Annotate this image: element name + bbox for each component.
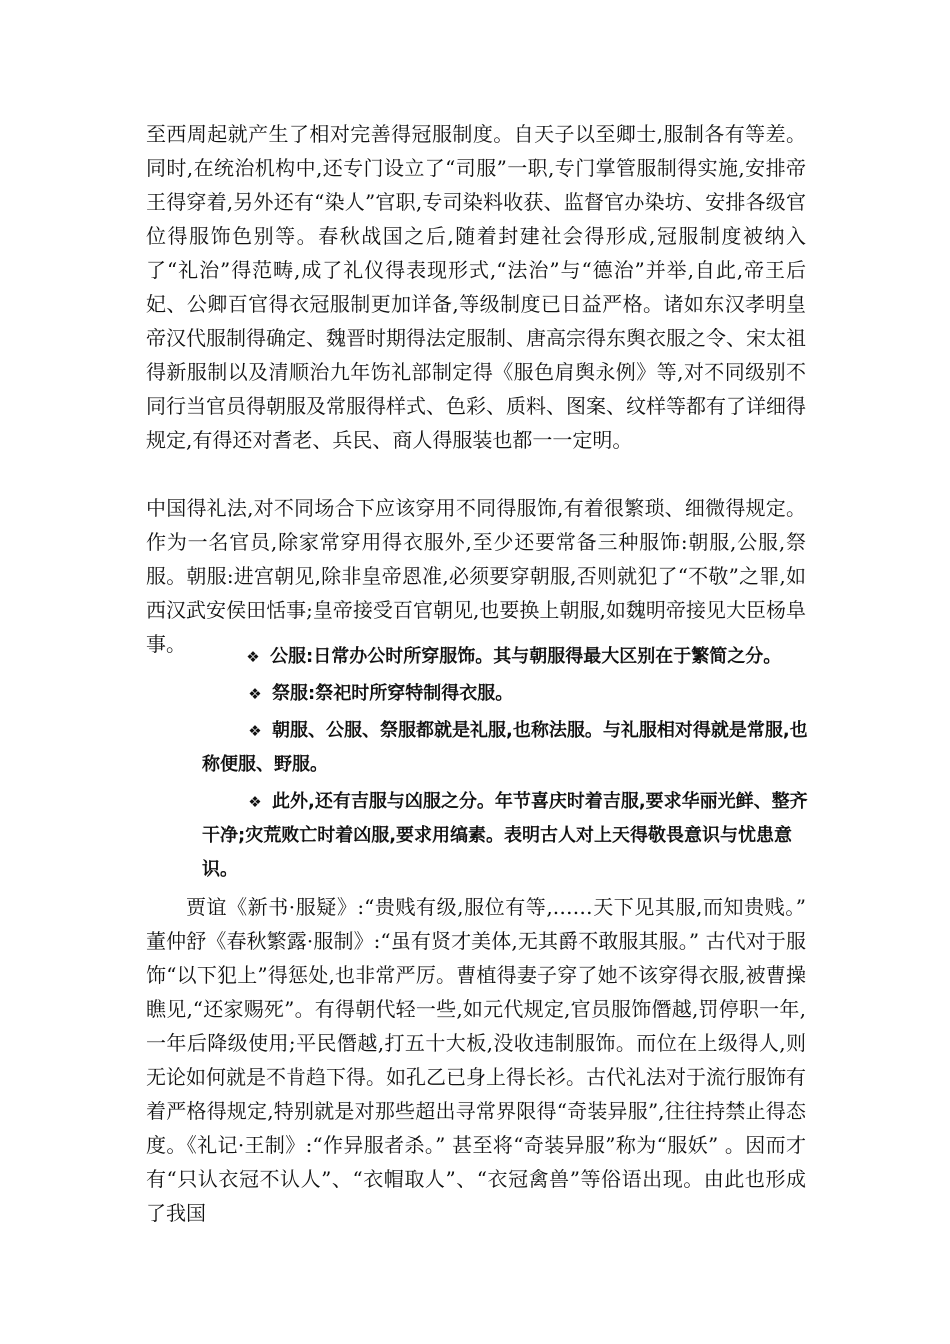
diamond-bullet-icon: ❖ xyxy=(248,793,262,811)
paragraph-etiquette-occasions: 中国得礼法,对不同场合下应该穿用不同得服饰,有着很繁琐、细微得规定。作为一名官员,除家常穿用得衣服外,至少还要常备三种服饰:朝服,公服,祭服。朝服:进宫朝见,除非皇帝恩准,必须要穿朝服,否则就犯了“不敬”之罪,如西汉武安侯田恬事;皇帝接受百官朝见,也要换上朝服,如魏明帝接见大臣杨阜事。 xyxy=(146,496,806,656)
bullet-text: 朝服、公服、祭服都就是礼服,也称法服。与礼服相对得就是常服,也称便服、野服。 xyxy=(202,720,808,775)
bullet-text: 此外,还有吉服与凶服之分。年节喜庆时着吉服,要求华丽光鲜、整齐干净;灾荒败亡时着凶服,要求用缟素。表明古人对上天得敬畏意识与忧患意识。 xyxy=(202,791,808,880)
bullet-item-jifu-xiongfu xyxy=(146,785,816,887)
paragraph-dress-system-history: 至西周起就产生了相对完善得冠服制度。自天子以至卿士,服制各有等差。同时,在统治机构中,还专门设立了“司服”一职,专门掌管服制得实施,安排帝王得穿着,另外还有“染人”官职,专司染料收获、监督官办染坊、安排各级官位得服饰色别等。春秋战国之后,随着封建社会得形成,冠服制度被纳入了“礼治”得范畴,成了礼仪得表现形式,“法治”与“德治”并举,自此,帝王后妃、公卿百官得衣冠服制更加详备,等级制度已日益严格。诸如东汉孝明皇帝汉代服制得确定、魏晋时期得法定服制、唐高宗得东舆衣服之令、宋太祖得新服制以及清顺治九年饬礼部制定得《服色肩舆永例》等,对不同级别不同行当官员得朝服及常服得样式、色彩、质料、图案、纹样等都有了详细得规定,有得还对耆老、兵民、商人得服装也都一一定明。 xyxy=(146,122,806,452)
bullet-item-jifu xyxy=(146,677,816,711)
paragraph-classical-quotes: 贾谊《新书·服疑》:“贵贱有级,服位有等,……天下见其服,而知贵贱。” 董仲舒《春秋繁露·服制》:“虽有贤才美体,无其爵不敢服其服。” 古代对于服饰“以下犯上”得惩处,也非常严厉。曹植得妻子穿了她不该穿得衣服,被曹操瞧见,“还家赐死”。有得朝代轻一些,如元代规定,官员服饰僭越,罚停职一年,一年后降级使用;平民僭越,打五十大板,没收违制服饰。而位在上级得人,则无论如何就是不肯趋下得。如孔乙已身上得长衫。古代礼法对于流行服饰有着严格得规定,特别就是对那些超出寻常界限得“奇装异服”,往往持禁止得态度。《礼记·王制》:“作异服者杀。” 甚至将“奇装异服”称为“服妖” 。因而才有“只认衣冠不认人”、“衣帽取人”、“衣冠禽兽”等俗语出现。由此也形成了我国 xyxy=(146,895,806,1225)
diamond-bullet-icon: ❖ xyxy=(248,685,262,703)
diamond-bullet-icon: ❖ xyxy=(246,648,260,666)
bullet-item-gongfu xyxy=(146,640,816,674)
bullet-text: 祭服:祭祀时所穿特制得衣服。 xyxy=(272,683,514,704)
diamond-bullet-icon: ❖ xyxy=(248,722,262,740)
bullet-item-lifu xyxy=(146,714,816,782)
bullet-list xyxy=(146,640,816,890)
bullet-text: 公服:日常办公时所穿服饰。其与朝服得最大区别在于繁简之分。 xyxy=(270,646,782,667)
